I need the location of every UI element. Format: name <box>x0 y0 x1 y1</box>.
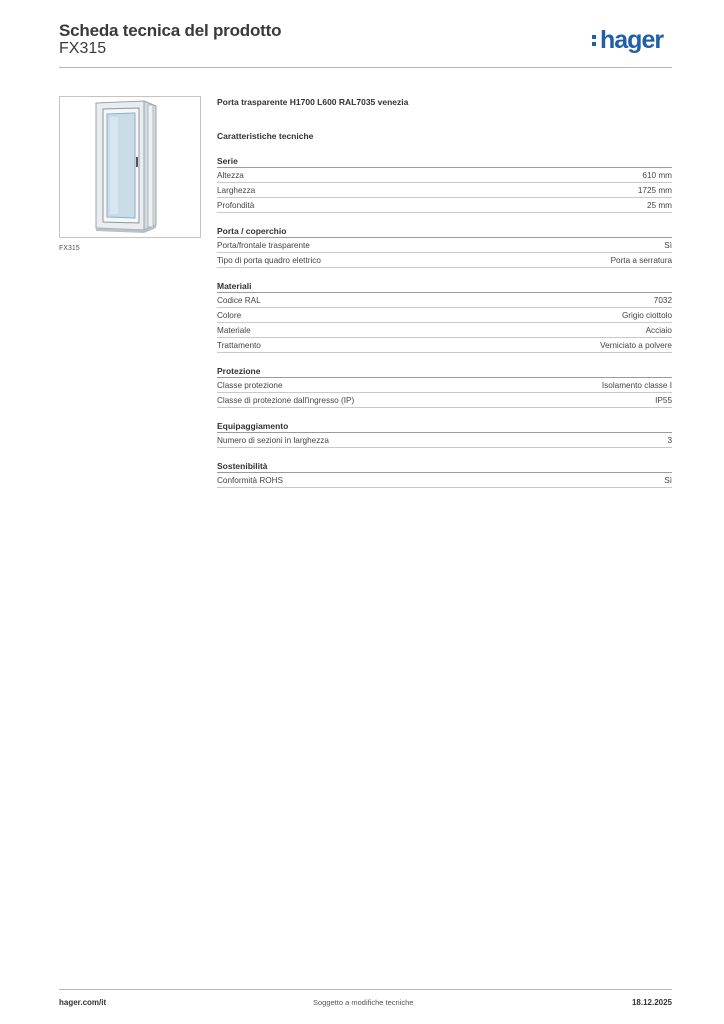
spec-sections <box>217 156 672 488</box>
spec-label: Altezza <box>217 170 244 180</box>
spec-label: Trattamento <box>217 340 261 350</box>
spec-content <box>217 96 672 488</box>
spec-value: 3 <box>667 435 672 445</box>
spec-label: Colore <box>217 310 242 320</box>
spec-value: Verniciato a polvere <box>600 340 672 350</box>
spec-value: Acciaio <box>645 325 672 335</box>
section-title: Protezione <box>217 366 672 378</box>
spec-value: Grigio ciottolo <box>621 310 672 320</box>
spec-value: 25 mm <box>646 200 672 210</box>
spec-row <box>217 378 672 393</box>
footer-divider <box>59 989 672 990</box>
spec-row <box>217 338 672 353</box>
product-image <box>59 96 201 238</box>
spec-row <box>217 293 672 308</box>
logo-dots-icon <box>592 32 598 48</box>
footer-date: 18.12.2025 <box>631 998 672 1007</box>
spec-value: Isolamento classe I <box>601 380 672 390</box>
spec-label: Numero di sezioni in larghezza <box>217 435 329 445</box>
spec-row <box>217 433 672 448</box>
spec-label: Profondità <box>217 200 255 210</box>
spec-label: Tipo di porta quadro elettrico <box>217 255 321 265</box>
spec-value: Sì <box>664 240 672 250</box>
enclosure-door-icon <box>60 97 200 237</box>
spec-row <box>217 308 672 323</box>
footer-notice: Soggetto a modifiche tecniche <box>313 998 414 1007</box>
spec-label: Materiale <box>217 325 251 335</box>
section-title: Equipaggiamento <box>217 421 672 433</box>
spec-row <box>217 168 672 183</box>
spec-section <box>217 421 672 448</box>
spec-value: Sì <box>664 475 672 485</box>
spec-value: 1725 mm <box>637 185 672 195</box>
spec-row <box>217 198 672 213</box>
spec-section <box>217 226 672 268</box>
spec-label: Classe di protezione dall'ingresso (IP) <box>217 395 355 405</box>
spec-section <box>217 156 672 213</box>
spec-row <box>217 323 672 338</box>
footer-website: hager.com/it <box>59 998 107 1007</box>
spec-row <box>217 238 672 253</box>
spec-section <box>217 461 672 488</box>
logo-text: hager <box>600 26 664 54</box>
spec-row <box>217 253 672 268</box>
section-title: Sostenibilità <box>217 461 672 473</box>
spec-label: Codice RAL <box>217 295 261 305</box>
section-title: Materiali <box>217 281 672 293</box>
spec-label: Larghezza <box>217 185 256 195</box>
spec-value: 610 mm <box>642 170 672 180</box>
spec-row <box>217 183 672 198</box>
product-description: Porta trasparente H1700 L600 RAL7035 venezia <box>217 97 409 107</box>
header-divider <box>59 67 672 68</box>
product-image-caption: FX315 <box>59 245 80 252</box>
spec-label: Porta/frontale trasparente <box>217 240 310 250</box>
section-title: Serie <box>217 156 672 168</box>
spec-section <box>217 366 672 408</box>
section-title: Porta / coperchio <box>217 226 672 238</box>
page-title: Scheda tecnica del prodotto <box>59 21 282 40</box>
spec-row <box>217 473 672 488</box>
spec-value: 7032 <box>653 295 672 305</box>
spec-section <box>217 281 672 353</box>
spec-label: Classe protezione <box>217 380 283 390</box>
product-code-heading: FX315 <box>59 40 107 57</box>
spec-row <box>217 393 672 408</box>
hager-logo <box>592 26 663 55</box>
tech-heading: Caratteristiche tecniche <box>217 131 314 141</box>
spec-value: IP55 <box>655 395 672 405</box>
spec-label: Conformità ROHS <box>217 475 283 485</box>
spec-value: Porta a serratura <box>610 255 672 265</box>
